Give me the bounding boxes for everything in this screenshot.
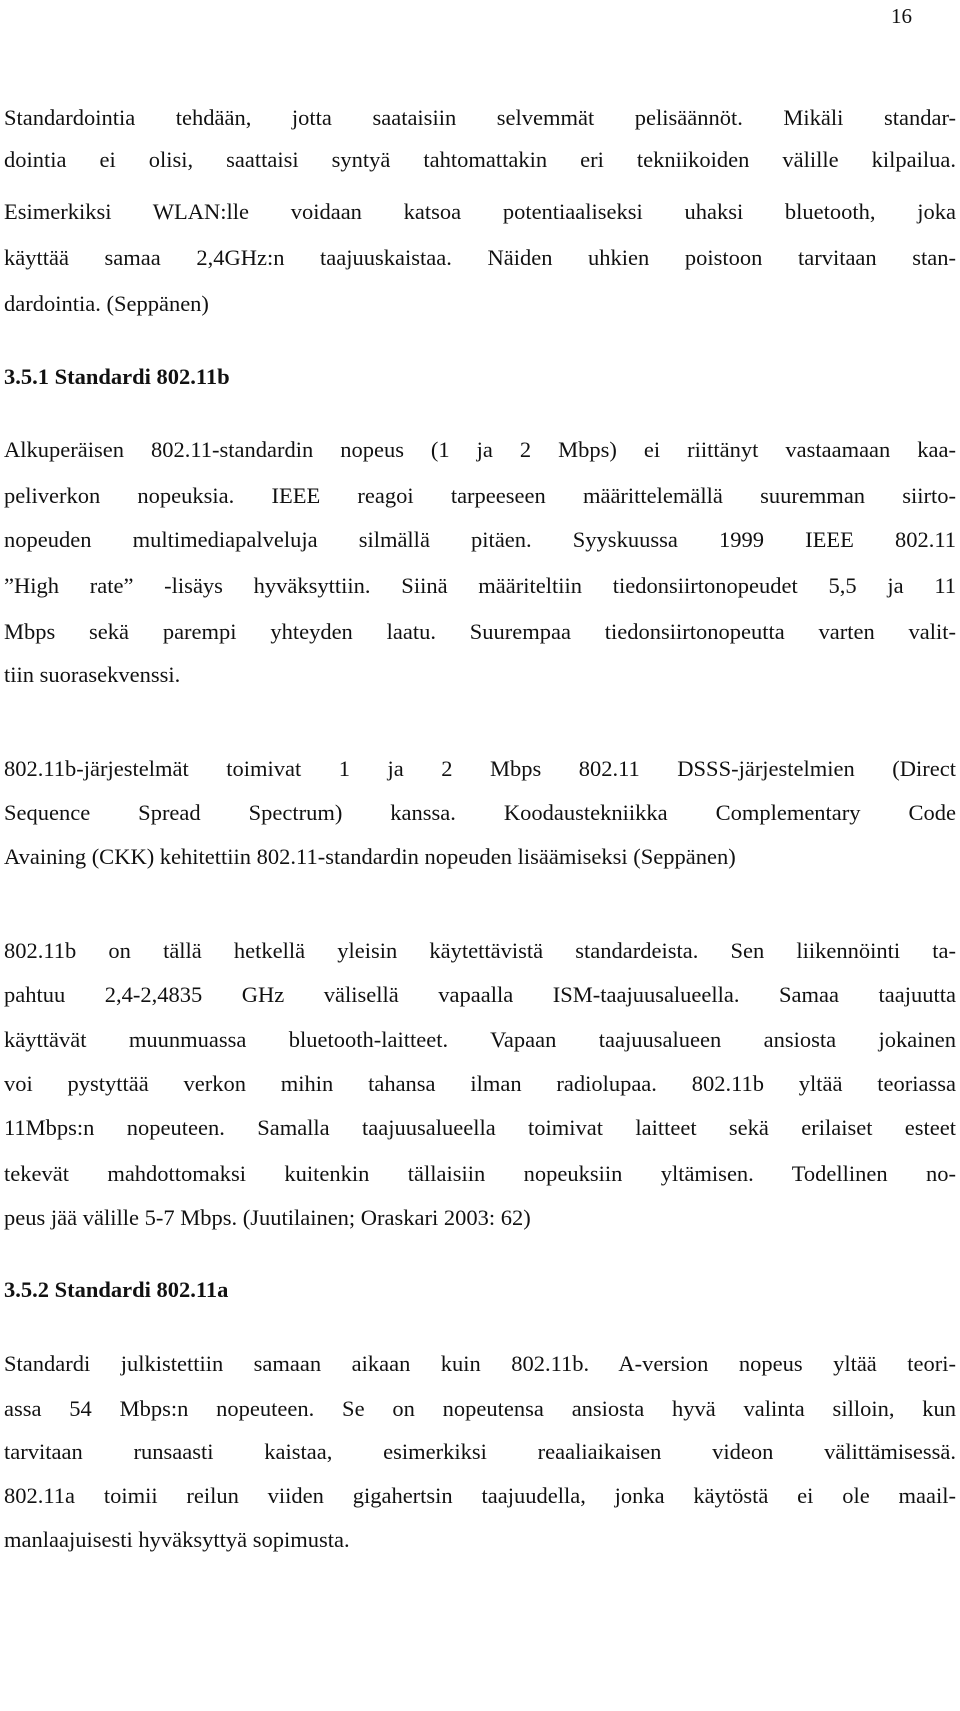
text-line: 802.11a toimii reilun viiden gigahertsin taajuudella, jonka käytöstä ei ole maail- xyxy=(4,1483,956,1508)
text-line: voi pystyttää verkon mihin tahansa ilman radiolupaa. 802.11b yltää teoriassa xyxy=(4,1071,956,1096)
text-line: Alkuperäisen 802.11-standardin nopeus (1 ja 2 Mbps) ei riittänyt vastaamaan kaa- xyxy=(4,437,956,462)
text-line: 802.11b-järjestelmät toimivat 1 ja 2 Mbps 802.11 DSSS-järjestelmien (Direct xyxy=(4,756,956,781)
text-line: ”High rate” -lisäys hyväksyttiin. Siinä määriteltiin tiedonsiirtonopeudet 5,5 ja 11 xyxy=(4,573,956,598)
text-line: Standardi julkistettiin samaan aikaan kuin 802.11b. A-version nopeus yltää teori- xyxy=(4,1351,956,1376)
page-number: 16 xyxy=(891,4,912,28)
text-line: 11Mbps:n nopeuteen. Samalla taajuusalueella toimivat laitteet sekä erilaiset esteet xyxy=(4,1115,956,1140)
text-line: Mbps sekä parempi yhteyden laatu. Suurempaa tiedonsiirtonopeutta varten valit- xyxy=(4,619,956,644)
text-line: pahtuu 2,4-2,4835 GHz välisellä vapaalla ISM-taajuusalueella. Samaa taajuutta xyxy=(4,982,956,1007)
text-line: tekevät mahdottomaksi kuitenkin tällaisiin nopeuksiin yltämisen. Todellinen no- xyxy=(4,1161,956,1186)
text-line: peus jää välille 5-7 Mbps. (Juutilainen; Oraskari 2003: 62) xyxy=(4,1205,531,1230)
section-heading: 3.5.2 Standardi 802.11a xyxy=(4,1277,229,1302)
text-line: Esimerkiksi WLAN:lle voidaan katsoa potentiaaliseksi uhaksi bluetooth, joka xyxy=(4,199,956,224)
text-line: 802.11b on tällä hetkellä yleisin käytettävistä standardeista. Sen liikennöinti ta- xyxy=(4,938,956,963)
text-line: Avaining (CKK) kehitettiin 802.11-standardin nopeuden lisäämiseksi (Seppänen) xyxy=(4,844,736,869)
text-line: käyttää samaa 2,4GHz:n taajuuskaistaa. Näiden uhkien poistoon tarvitaan stan- xyxy=(4,245,956,270)
text-line: peliverkon nopeuksia. IEEE reagoi tarpeeseen määrittelemällä suuremman siirto- xyxy=(4,483,956,508)
text-line: dointia ei olisi, saattaisi syntyä tahtomattakin eri tekniikoiden välille kilpailua. xyxy=(4,147,956,172)
text-line: tarvitaan runsaasti kaistaa, esimerkiksi reaaliaikaisen videon välittämisessä. xyxy=(4,1439,956,1464)
text-line: nopeuden multimediapalveluja silmällä pitäen. Syyskuussa 1999 IEEE 802.11 xyxy=(4,527,956,552)
text-line: tiin suorasekvenssi. xyxy=(4,662,181,687)
text-line: assa 54 Mbps:n nopeuteen. Se on nopeutensa ansiosta hyvä valinta silloin, kun xyxy=(4,1396,956,1421)
text-line: dardointia. (Seppänen) xyxy=(4,291,209,316)
text-line: Sequence Spread Spectrum) kanssa. Koodaustekniikka Complementary Code xyxy=(4,800,956,825)
text-line: käyttävät muunmuassa bluetooth-laitteet. Vapaan taajuusalueen ansiosta jokainen xyxy=(4,1027,956,1052)
section-heading: 3.5.1 Standardi 802.11b xyxy=(4,364,230,389)
text-line: Standardointia tehdään, jotta saataisiin selvemmät pelisäännöt. Mikäli standar- xyxy=(4,105,956,130)
text-line: manlaajuisesti hyväksyttyä sopimusta. xyxy=(4,1527,350,1552)
